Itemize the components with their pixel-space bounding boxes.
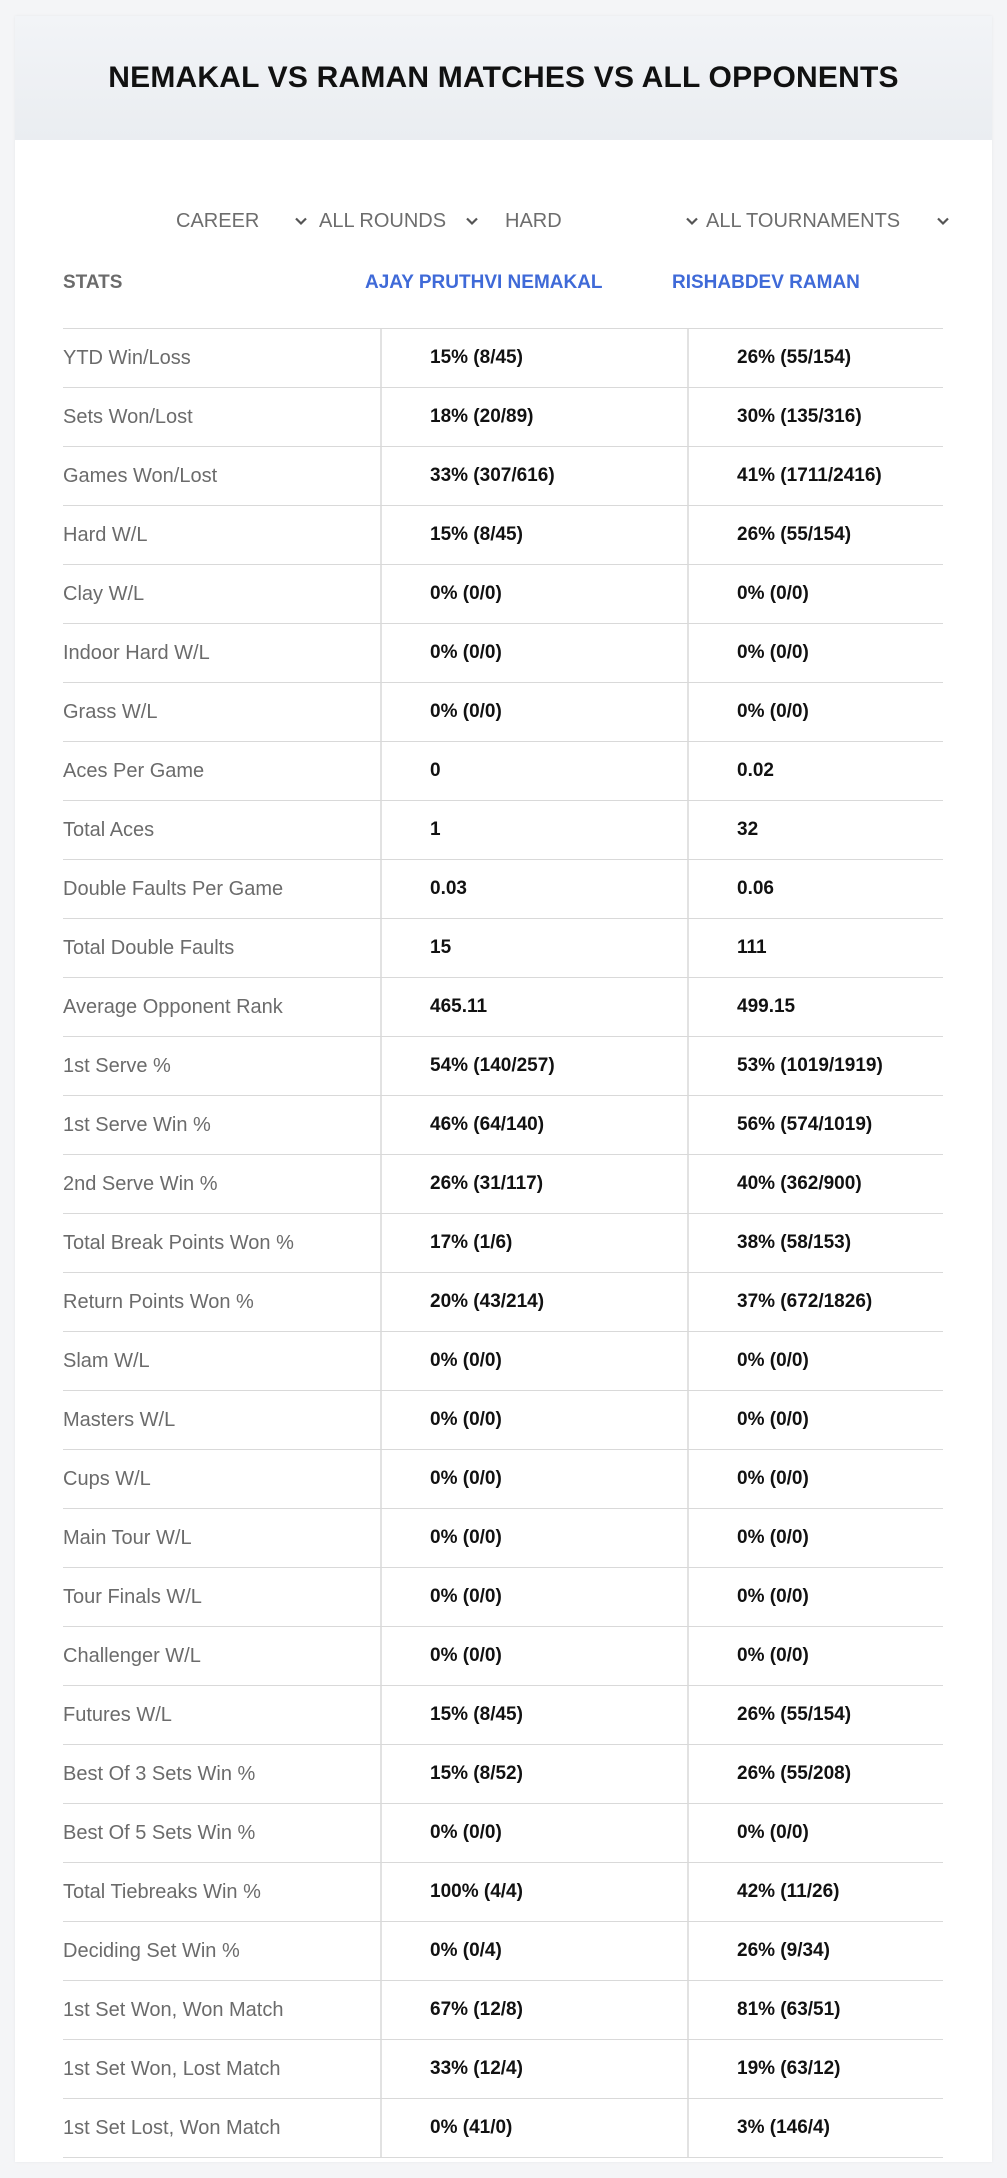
stat-label: Cups W/L bbox=[63, 1467, 151, 1490]
column-divider bbox=[687, 565, 689, 623]
column-divider bbox=[380, 1332, 382, 1390]
column-divider bbox=[380, 388, 382, 446]
table-row bbox=[63, 1863, 943, 1922]
table-row bbox=[63, 624, 943, 683]
player2-stat-value: 0% (0/0) bbox=[737, 583, 809, 604]
stat-label: Masters W/L bbox=[63, 1408, 176, 1431]
stats-column-header: STATS bbox=[63, 272, 123, 293]
player1-stat-value: 15% (8/45) bbox=[430, 1704, 523, 1725]
table-row bbox=[63, 1981, 943, 2040]
table-row bbox=[63, 1745, 943, 1804]
rounds-filter-select[interactable] bbox=[319, 206, 483, 236]
player2-stat-value: 0% (0/0) bbox=[737, 1350, 809, 1371]
column-divider bbox=[380, 801, 382, 859]
career-filter-select[interactable] bbox=[176, 206, 312, 236]
player2-stat-value: 0% (0/0) bbox=[737, 1527, 809, 1548]
player2-stat-value: 0.06 bbox=[737, 878, 774, 899]
player1-stat-value: 15 bbox=[430, 937, 452, 958]
column-divider bbox=[380, 565, 382, 623]
column-divider bbox=[687, 1745, 689, 1803]
column-divider bbox=[687, 1096, 689, 1154]
player1-stat-value: 46% (64/140) bbox=[430, 1114, 545, 1135]
stat-label: Sets Won/Lost bbox=[63, 405, 193, 428]
player1-stat-value: 465.11 bbox=[430, 996, 488, 1017]
column-divider bbox=[380, 1686, 382, 1744]
column-divider bbox=[687, 1332, 689, 1390]
filter-bar bbox=[15, 188, 992, 254]
player1-stat-value: 67% (12/8) bbox=[430, 1999, 523, 2020]
table-row bbox=[63, 1686, 943, 1745]
column-divider bbox=[380, 919, 382, 977]
column-divider bbox=[687, 1214, 689, 1272]
column-divider bbox=[380, 329, 382, 387]
player1-stat-value: 26% (31/117) bbox=[430, 1173, 544, 1194]
page-title: NEMAKAL VS RAMAN MATCHES VS ALL OPPONENTS bbox=[108, 61, 899, 94]
stat-label: Total Tiebreaks Win % bbox=[63, 1880, 261, 1903]
column-divider bbox=[380, 1509, 382, 1567]
rounds-filter-label: ALL ROUNDS bbox=[319, 209, 447, 232]
player1-stat-value: 17% (1/6) bbox=[430, 1232, 513, 1253]
column-divider bbox=[687, 1981, 689, 2039]
column-divider bbox=[380, 742, 382, 800]
player1-stat-value: 0% (0/0) bbox=[430, 1409, 502, 1430]
stat-label: Slam W/L bbox=[63, 1349, 150, 1372]
stats-card bbox=[15, 16, 992, 2162]
column-divider bbox=[380, 624, 382, 682]
player2-stat-value: 38% (58/153) bbox=[737, 1232, 852, 1253]
player2-stat-value: 0% (0/0) bbox=[737, 642, 809, 663]
player2-stat-value: 53% (1019/1919) bbox=[737, 1055, 883, 1076]
column-divider bbox=[380, 447, 382, 505]
stat-label: 1st Set Lost, Won Match bbox=[63, 2116, 281, 2139]
player1-stat-value: 0% (0/0) bbox=[430, 1645, 502, 1666]
table-row bbox=[63, 506, 943, 565]
player1-stat-value: 0% (0/4) bbox=[430, 1940, 502, 1961]
page-header bbox=[15, 16, 992, 140]
table-row bbox=[63, 565, 943, 624]
player1-stat-value: 0% (0/0) bbox=[430, 1822, 502, 1843]
stat-label: Games Won/Lost bbox=[63, 464, 218, 487]
column-divider bbox=[687, 1686, 689, 1744]
table-row bbox=[63, 1627, 943, 1686]
column-divider bbox=[380, 1391, 382, 1449]
player1-stat-value: 0% (41/0) bbox=[430, 2117, 513, 2138]
table-row bbox=[63, 978, 943, 1037]
table-row bbox=[63, 1391, 943, 1450]
table-row bbox=[63, 1273, 943, 1332]
column-divider bbox=[380, 683, 382, 741]
stat-label: Clay W/L bbox=[63, 582, 145, 605]
career-filter-label: CAREER bbox=[176, 209, 260, 232]
column-divider bbox=[380, 1804, 382, 1862]
table-row bbox=[63, 1922, 943, 1981]
player1-stat-value: 15% (8/45) bbox=[430, 524, 523, 545]
stat-label: 2nd Serve Win % bbox=[63, 1172, 218, 1195]
player2-stat-value: 0.02 bbox=[737, 760, 774, 781]
player2-stat-value: 111 bbox=[737, 937, 767, 958]
player1-stat-value: 0% (0/0) bbox=[430, 1586, 502, 1607]
table-row bbox=[63, 860, 943, 919]
table-row bbox=[63, 1214, 943, 1273]
stat-label: Aces Per Game bbox=[63, 759, 205, 782]
chevron-down-icon bbox=[936, 214, 950, 228]
stat-label: YTD Win/Loss bbox=[63, 346, 191, 369]
player2-stat-value: 81% (63/51) bbox=[737, 1999, 841, 2020]
column-divider bbox=[687, 2099, 689, 2157]
player1-stat-value: 0.03 bbox=[430, 878, 467, 899]
stat-label: 1st Set Won, Won Match bbox=[63, 1998, 284, 2021]
column-divider bbox=[380, 1450, 382, 1508]
player2-stat-value: 26% (55/154) bbox=[737, 347, 852, 368]
column-divider bbox=[380, 506, 382, 564]
player1-stat-value: 0% (0/0) bbox=[430, 701, 502, 722]
player2-stat-value: 0% (0/0) bbox=[737, 1468, 809, 1489]
player1-stat-value: 0% (0/0) bbox=[430, 1350, 502, 1371]
column-divider bbox=[687, 860, 689, 918]
stat-label: Tour Finals W/L bbox=[63, 1585, 202, 1608]
player2-stat-value: 0% (0/0) bbox=[737, 1822, 809, 1843]
stat-label: Futures W/L bbox=[63, 1703, 172, 1726]
table-row bbox=[63, 683, 943, 742]
table-row bbox=[63, 1332, 943, 1391]
player2-stat-value: 26% (55/208) bbox=[737, 1763, 852, 1784]
table-row bbox=[63, 388, 943, 447]
column-divider bbox=[380, 1981, 382, 2039]
column-divider bbox=[687, 2040, 689, 2098]
player1-stat-value: 100% (4/4) bbox=[430, 1881, 523, 1902]
player2-stat-value: 499.15 bbox=[737, 996, 796, 1017]
player2-stat-value: 37% (672/1826) bbox=[737, 1291, 873, 1312]
column-divider bbox=[687, 742, 689, 800]
chevron-down-icon bbox=[294, 214, 308, 228]
stat-label: 1st Set Won, Lost Match bbox=[63, 2057, 281, 2080]
column-divider bbox=[687, 1155, 689, 1213]
player2-stat-value: 0% (0/0) bbox=[737, 1645, 809, 1666]
column-divider bbox=[687, 1509, 689, 1567]
player2-stat-value: 0% (0/0) bbox=[737, 1409, 809, 1430]
column-divider bbox=[380, 2040, 382, 2098]
column-divider bbox=[687, 978, 689, 1036]
stat-label: 1st Serve Win % bbox=[63, 1113, 211, 1136]
column-divider bbox=[687, 447, 689, 505]
surface-filter-select[interactable] bbox=[505, 206, 703, 236]
player2-stat-value: 41% (1711/2416) bbox=[737, 465, 882, 486]
column-divider bbox=[687, 388, 689, 446]
stats-table bbox=[63, 256, 943, 2158]
chevron-down-icon bbox=[465, 214, 479, 228]
player2-stat-value: 3% (146/4) bbox=[737, 2117, 830, 2138]
column-divider bbox=[687, 1450, 689, 1508]
player2-stat-value: 32 bbox=[737, 819, 759, 840]
player1-stat-value: 0% (0/0) bbox=[430, 1468, 502, 1489]
table-row bbox=[63, 329, 943, 388]
tournaments-filter-select[interactable] bbox=[706, 206, 954, 236]
player2-stat-value: 42% (11/26) bbox=[737, 1881, 840, 1902]
table-row bbox=[63, 1509, 943, 1568]
player2-stat-value: 26% (55/154) bbox=[737, 524, 852, 545]
table-row bbox=[63, 447, 943, 506]
player1-stat-value: 33% (307/616) bbox=[430, 465, 555, 486]
stat-label: Total Aces bbox=[63, 818, 155, 841]
player2-stat-value: 40% (362/900) bbox=[737, 1173, 862, 1194]
column-divider bbox=[380, 978, 382, 1036]
player2-stat-value: 0% (0/0) bbox=[737, 1586, 809, 1607]
tournaments-filter-label: ALL TOURNAMENTS bbox=[706, 209, 901, 232]
player1-column-header[interactable]: AJAY PRUTHVI NEMAKAL bbox=[365, 272, 603, 293]
stat-label: 1st Serve % bbox=[63, 1054, 171, 1077]
stat-label: Best Of 3 Sets Win % bbox=[63, 1762, 256, 1785]
table-row bbox=[63, 1037, 943, 1096]
table-row bbox=[63, 2040, 943, 2099]
table-row bbox=[63, 1096, 943, 1155]
player1-stat-value: 0% (0/0) bbox=[430, 583, 502, 604]
table-row bbox=[63, 919, 943, 978]
column-divider bbox=[687, 683, 689, 741]
table-header bbox=[63, 256, 943, 329]
column-divider bbox=[380, 1096, 382, 1154]
column-divider bbox=[380, 1037, 382, 1095]
table-row bbox=[63, 801, 943, 860]
stat-label: Deciding Set Win % bbox=[63, 1939, 240, 1962]
column-divider bbox=[380, 1745, 382, 1803]
player1-stat-value: 0% (0/0) bbox=[430, 642, 502, 663]
player2-stat-value: 30% (135/316) bbox=[737, 406, 862, 427]
column-divider bbox=[380, 1214, 382, 1272]
table-row bbox=[63, 1155, 943, 1214]
stat-label: Main Tour W/L bbox=[63, 1526, 192, 1549]
column-divider bbox=[687, 329, 689, 387]
column-divider bbox=[687, 1037, 689, 1095]
stat-label: Total Double Faults bbox=[63, 936, 235, 959]
player1-stat-value: 54% (140/257) bbox=[430, 1055, 555, 1076]
column-divider bbox=[380, 1922, 382, 1980]
column-divider bbox=[687, 1922, 689, 1980]
column-divider bbox=[687, 801, 689, 859]
player2-stat-value: 19% (63/12) bbox=[737, 2058, 841, 2079]
stat-label: Hard W/L bbox=[63, 523, 148, 546]
table-row bbox=[63, 742, 943, 801]
column-divider bbox=[687, 1391, 689, 1449]
player1-stat-value: 0 bbox=[430, 760, 441, 781]
column-divider bbox=[687, 506, 689, 564]
column-divider bbox=[380, 2099, 382, 2157]
column-divider bbox=[380, 860, 382, 918]
chevron-down-icon bbox=[685, 214, 699, 228]
table-body bbox=[63, 329, 943, 2158]
table-row bbox=[63, 1568, 943, 1627]
player1-stat-value: 15% (8/45) bbox=[430, 347, 523, 368]
column-divider bbox=[380, 1155, 382, 1213]
column-divider bbox=[687, 919, 689, 977]
column-divider bbox=[687, 1568, 689, 1626]
player1-stat-value: 15% (8/52) bbox=[430, 1763, 523, 1784]
stat-label: Total Break Points Won % bbox=[63, 1231, 294, 1254]
player1-stat-value: 33% (12/4) bbox=[430, 2058, 523, 2079]
column-divider bbox=[380, 1627, 382, 1685]
stat-label: Best Of 5 Sets Win % bbox=[63, 1821, 256, 1844]
column-divider bbox=[380, 1863, 382, 1921]
player2-stat-value: 56% (574/1019) bbox=[737, 1114, 873, 1135]
stat-label: Average Opponent Rank bbox=[63, 995, 283, 1018]
player2-stat-value: 26% (9/34) bbox=[737, 1940, 830, 1961]
table-row bbox=[63, 1450, 943, 1509]
player1-stat-value: 18% (20/89) bbox=[430, 406, 534, 427]
player1-stat-value: 20% (43/214) bbox=[430, 1291, 545, 1312]
column-divider bbox=[687, 1863, 689, 1921]
stat-label: Indoor Hard W/L bbox=[63, 641, 210, 664]
surface-filter-label: HARD bbox=[505, 209, 562, 232]
column-divider bbox=[687, 1804, 689, 1862]
player1-stat-value: 0% (0/0) bbox=[430, 1527, 502, 1548]
player2-column-header[interactable]: RISHABDEV RAMAN bbox=[672, 272, 860, 293]
column-divider bbox=[687, 1627, 689, 1685]
stat-label: Grass W/L bbox=[63, 700, 158, 723]
player1-stat-value: 1 bbox=[430, 819, 441, 840]
column-divider bbox=[687, 624, 689, 682]
column-divider bbox=[687, 1273, 689, 1331]
stat-label: Challenger W/L bbox=[63, 1644, 201, 1667]
player2-stat-value: 26% (55/154) bbox=[737, 1704, 852, 1725]
stat-label: Double Faults Per Game bbox=[63, 877, 284, 900]
table-row bbox=[63, 1804, 943, 1863]
player2-stat-value: 0% (0/0) bbox=[737, 701, 809, 722]
table-row bbox=[63, 2099, 943, 2158]
stat-label: Return Points Won % bbox=[63, 1290, 254, 1313]
column-divider bbox=[380, 1568, 382, 1626]
column-divider bbox=[380, 1273, 382, 1331]
